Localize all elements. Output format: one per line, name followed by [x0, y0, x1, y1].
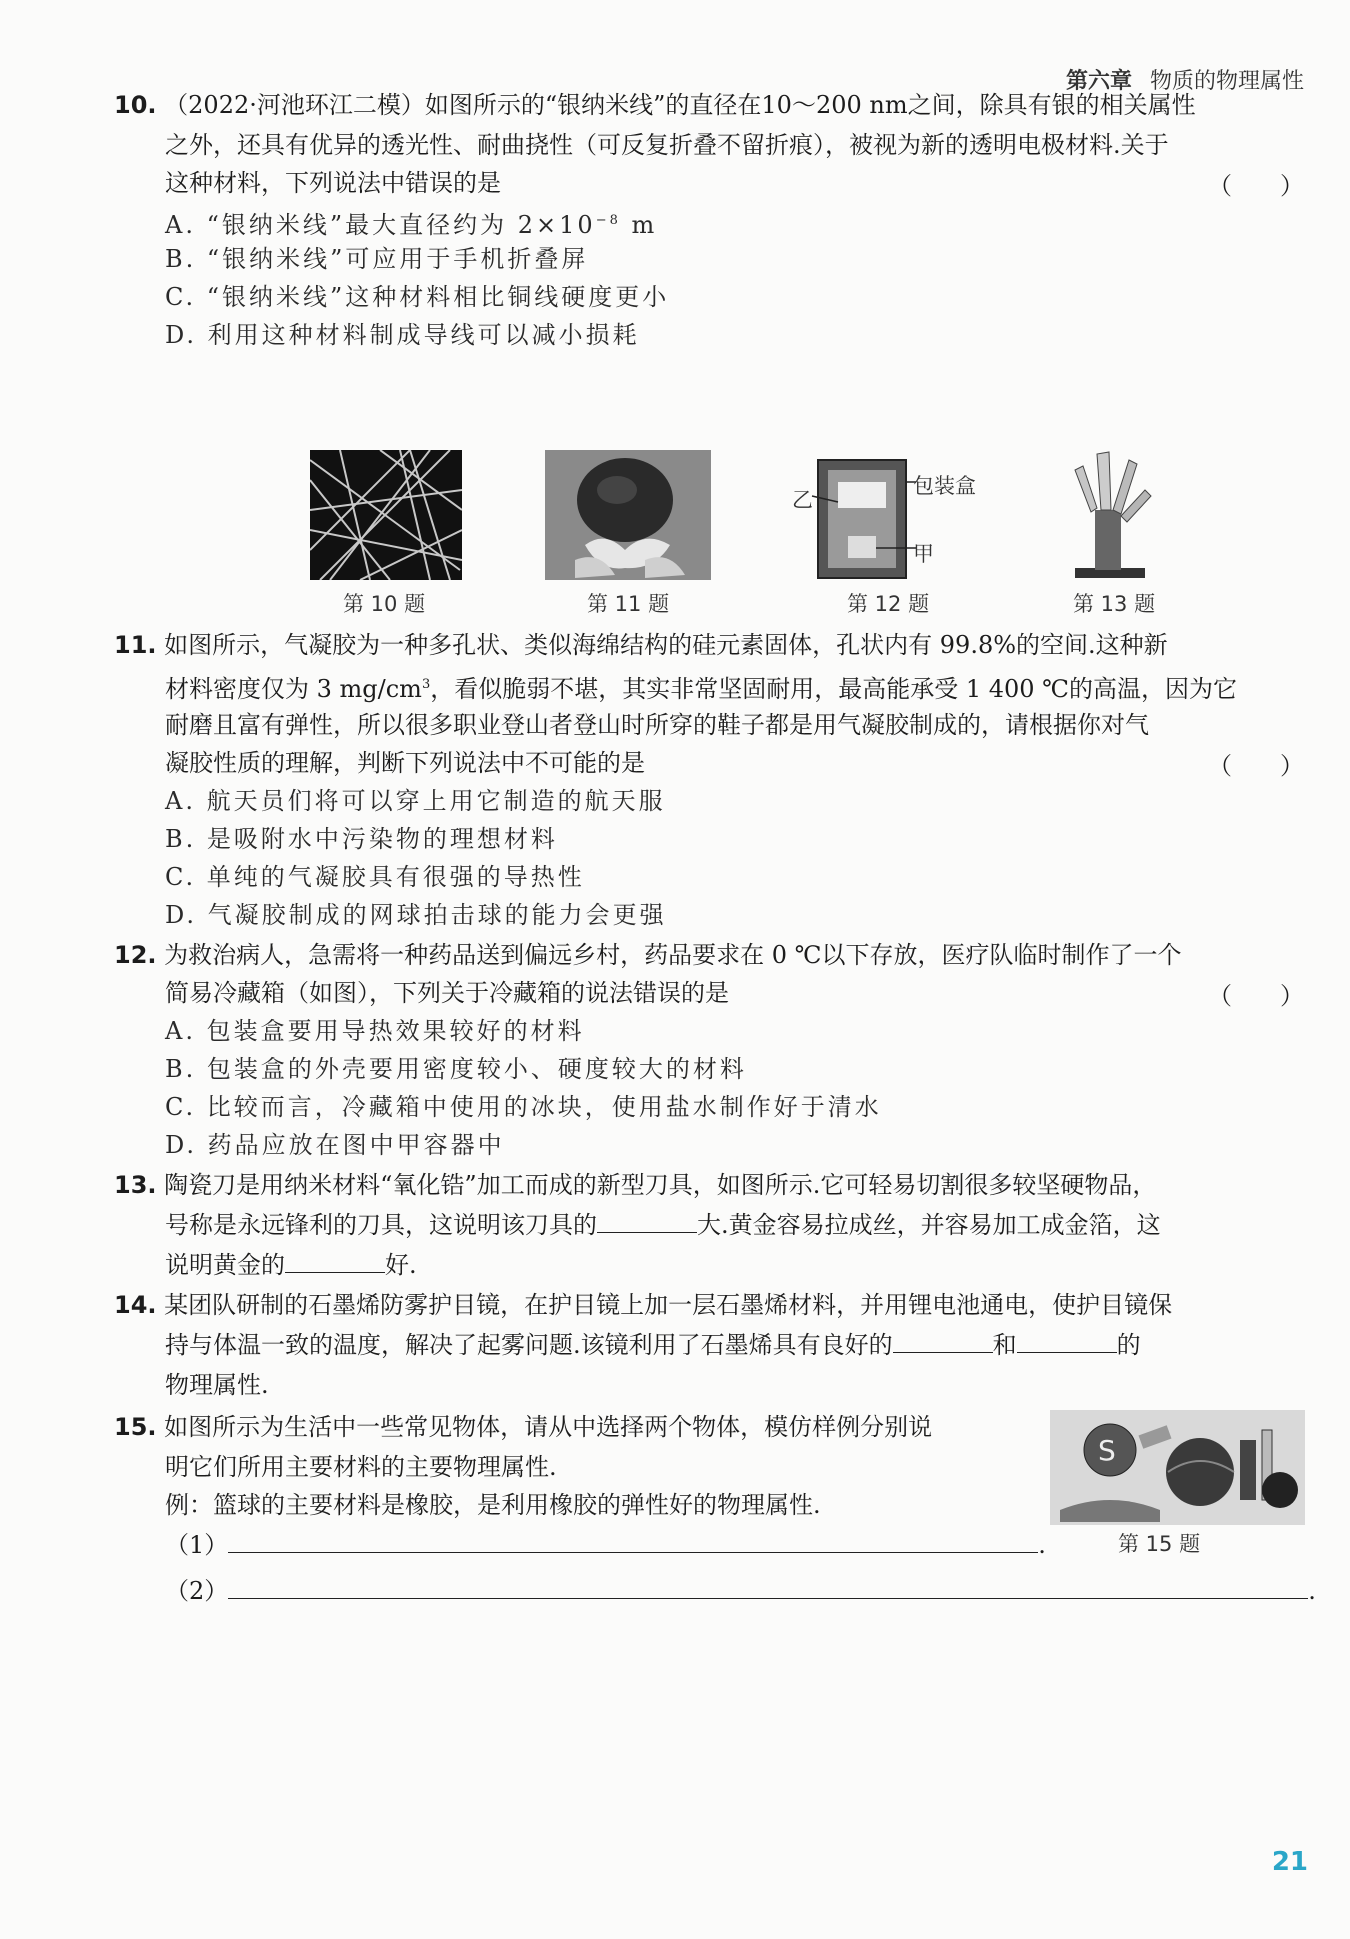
q12-line2: 简易冷藏箱（如图），下列关于冷藏箱的说法错误的是: [165, 979, 729, 1007]
q12-text1: 为救治病人，急需将一种药品送到偏远乡村，药品要求在 0 ℃以下存放，医疗队临时制作了一个: [164, 941, 1182, 969]
q14-text2b: 和: [992, 1331, 1017, 1359]
q14-line3: 物理属性.: [165, 1371, 269, 1399]
q15-answer2-blank[interactable]: [228, 1574, 1308, 1599]
q11-option-b: B. 是吸附水中污染物的理想材料: [165, 825, 558, 853]
q13-text1: 陶瓷刀是用纳米材料“氧化锆”加工而成的新型刀具，如图所示.它可轻易切割很多较坚硬物品，: [164, 1171, 1157, 1199]
q14-text2c: 的: [1116, 1331, 1141, 1359]
q10-number: 10.: [114, 91, 157, 119]
q11-option-a: A. 航天员们将可以穿上用它制造的航天服: [165, 787, 666, 815]
q12-option-b: B. 包装盒的外壳要用密度较小、硬度较大的材料: [165, 1055, 747, 1083]
q15-answer1-period: .: [1038, 1531, 1046, 1559]
figure13-caption: 第 13 题: [1073, 592, 1156, 616]
figure12-caption: 第 12 题: [847, 592, 930, 616]
q14-line2: [165, 1328, 1141, 1362]
q11-text2a: 材料密度仅为 3 mg/cm: [165, 675, 422, 703]
q10-option-a-unit: m: [620, 211, 658, 239]
label-jia: 甲: [913, 542, 934, 566]
q13-text2b: 大.黄金容易拉成丝，并容易加工成金箔，这: [697, 1211, 1161, 1239]
page-number: 21: [1271, 1847, 1308, 1877]
q12-option-d: D. 药品应放在图中甲容器中: [165, 1131, 505, 1159]
svg-text:S: S: [1098, 1434, 1116, 1467]
everyday-objects-image: [1050, 1410, 1305, 1525]
q15-line2: 明它们所用主要材料的主要物理属性.: [165, 1453, 557, 1481]
q12-option-c: C. 比较而言，冷藏箱中使用的冰块，使用盐水制作好于清水: [165, 1093, 882, 1121]
q11-line2: [165, 668, 1237, 706]
q10-line2: 之外，还具有优异的透光性、耐曲挠性（可反复折叠不留折痕），被视为新的透明电极材料.关于: [165, 131, 1169, 159]
q13-number: 13.: [114, 1171, 157, 1199]
q11-superscript: 3: [421, 677, 431, 692]
q11-answer-bracket: （ ）: [1208, 752, 1304, 780]
figure15-caption: 第 15 题: [1118, 1532, 1201, 1556]
q13-blank2[interactable]: [285, 1248, 385, 1273]
q12-option-a: A. 包装盒要用导热效果较好的材料: [165, 1017, 585, 1045]
q15-answer2: [165, 1574, 1316, 1608]
q13-line1: [114, 1168, 1156, 1202]
q13-line2: [165, 1208, 1161, 1242]
q15-number: 15.: [114, 1413, 157, 1441]
q14-text2a: 持与体温一致的温度，解决了起雾问题.该镜利用了石墨烯具有良好的: [165, 1331, 893, 1359]
figure11-caption: 第 11 题: [587, 592, 670, 616]
q11-option-c: C. 单纯的气凝胶具有很强的导热性: [165, 863, 585, 891]
q13-text3a: 说明黄金的: [165, 1251, 285, 1279]
q11-text1: 如图所示，气凝胶为一种多孔状、类似海绵结构的硅元素固体，孔状内有 99.8%的空间.这种新: [164, 631, 1168, 659]
q15-answer1: [165, 1528, 1046, 1562]
ceramic-knife-image: [1065, 450, 1155, 582]
q12-line1: [114, 938, 1182, 972]
label-packaging-box: 包装盒: [913, 474, 976, 498]
q15-answer2-period: .: [1308, 1577, 1316, 1605]
q10-option-a: [165, 204, 657, 242]
q11-option-d: D. 气凝胶制成的网球拍击球的能力会更强: [165, 901, 667, 929]
q15-example: 例：篮球的主要材料是橡胶，是利用橡胶的弹性好的物理属性.: [165, 1491, 821, 1519]
q14-line1: [114, 1288, 1172, 1322]
q11-line4: 凝胶性质的理解，判断下列说法中不可能的是: [165, 749, 645, 777]
q10-option-a-exponent: −8: [595, 213, 621, 228]
q10-option-c: C. “银纳米线”这种材料相比铜线硬度更小: [165, 283, 670, 311]
q12-number: 12.: [114, 941, 157, 969]
q15-answer1-label: （1）: [165, 1531, 229, 1559]
q10-option-d: D. 利用这种材料制成导线可以减小损耗: [165, 321, 640, 349]
q10-line3: 这种材料，下列说法中错误的是: [165, 169, 501, 197]
q13-text3b: 好.: [385, 1251, 417, 1279]
q10-line1: [114, 88, 1196, 122]
q10-text1: （2022·河池环江二模）如图所示的“银纳米线”的直径在10～200 nm之间，除具有银的相关属性: [164, 91, 1196, 119]
label-yi: 乙: [792, 488, 813, 512]
aerogel-flower-image: [545, 450, 711, 580]
q15-answer2-label: （2）: [165, 1577, 229, 1605]
q14-blank1[interactable]: [893, 1328, 993, 1353]
q14-blank2[interactable]: [1017, 1328, 1117, 1353]
q14-number: 14.: [114, 1291, 157, 1319]
q11-line1: [114, 628, 1168, 662]
q10-answer-bracket: （ ）: [1208, 172, 1304, 200]
q10-option-a-text: A. “银纳米线”最大直径约为 2×10: [165, 211, 596, 239]
q11-text2b: ，看似脆弱不堪，其实非常坚固耐用，最高能承受 1 400 ℃的高温，因为它: [430, 675, 1238, 703]
q13-text2a: 号称是永远锋利的刀具，这说明该刀具的: [165, 1211, 597, 1239]
q15-answer1-blank[interactable]: [228, 1528, 1038, 1553]
silver-nanowire-image: [310, 450, 462, 580]
cooler-box-diagram: [790, 456, 1010, 582]
q13-blank1[interactable]: [597, 1208, 697, 1233]
q14-text1: 某团队研制的石墨烯防雾护目镜，在护目镜上加一层石墨烯材料，并用锂电池通电，使护目镜保: [164, 1291, 1173, 1319]
figure10-caption: 第 10 题: [343, 592, 426, 616]
q11-number: 11.: [114, 631, 157, 659]
q15-line1: [114, 1410, 932, 1444]
q12-answer-bracket: （ ）: [1208, 982, 1304, 1010]
q13-line3: [165, 1248, 417, 1282]
q10-option-b: B. “银纳米线”可应用于手机折叠屏: [165, 245, 589, 273]
q15-text1: 如图所示为生活中一些常见物体，请从中选择两个物体，模仿样例分别说: [164, 1413, 933, 1441]
q11-line3: 耐磨且富有弹性，所以很多职业登山者登山时所穿的鞋子都是用气凝胶制成的，请根据你对气: [165, 711, 1149, 739]
chapter-label: 第六章: [1065, 69, 1132, 94]
chapter-title: 物质的物理属性: [1149, 69, 1304, 94]
